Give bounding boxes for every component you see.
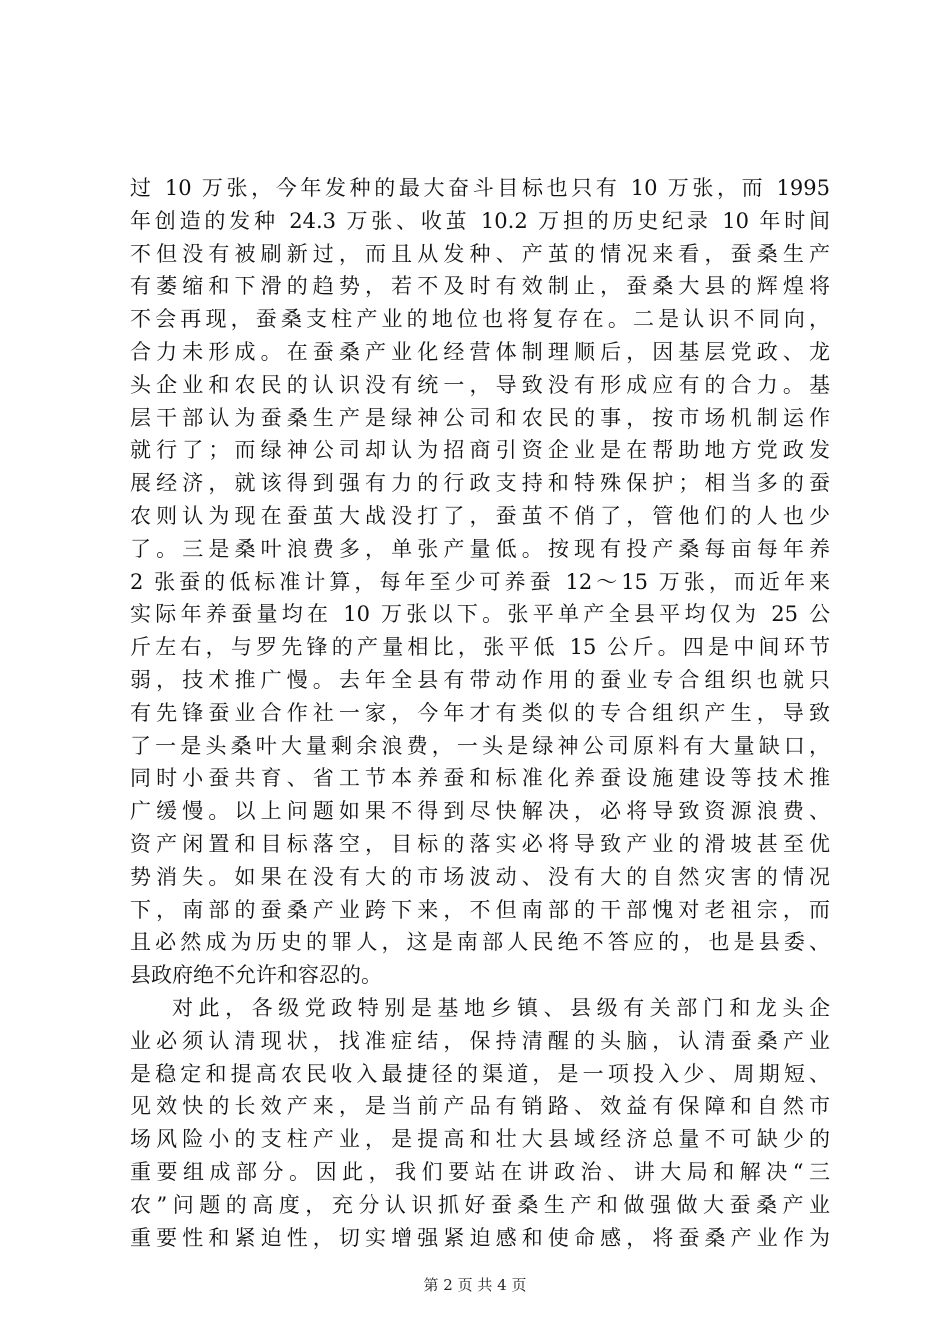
paragraph-end-line: 县政府绝不允许和容忍的。 <box>130 963 382 988</box>
text-line: 了。三是桑叶浪费多，单张产量低。按现有投产桑每亩每年养 <box>130 536 830 561</box>
text-line: 有先锋蚕业合作社一家，今年才有类似的专合组织产生，导致 <box>130 700 830 725</box>
text-line: 就行了；而绿神公司却认为招商引资企业是在帮助地方党政发 <box>130 438 830 463</box>
text-line: 实际年养蚕量均在 10 万张以下。张平单产全县平均仅为 25 公 <box>130 602 830 627</box>
text-line: 农则认为现在蚕茧大战没打了，蚕茧不俏了，管他们的人也少 <box>130 503 830 528</box>
text-line: 资产闲置和目标落空，目标的落实必将导致产业的滑坡甚至优 <box>130 831 830 856</box>
text-line: 势消失。如果在没有大的市场波动、没有大的自然灾害的情况 <box>130 864 830 889</box>
text-line: 弱，技术推广慢。去年全县有带动作用的蚕业专合组织也就只 <box>130 667 830 692</box>
text-line: 重要组成部分。因此，我们要站在讲政治、讲大局和解决“三 <box>130 1159 830 1184</box>
text-line: 斤左右，与罗先锋的产量相比，张平低 15 公斤。四是中间环节 <box>130 635 830 660</box>
text-line: 广缓慢。以上问题如果不得到尽快解决，必将导致资源浪费、 <box>130 799 830 824</box>
text-line: 且必然成为历史的罪人，这是南部人民绝不答应的，也是县委、 <box>130 930 830 955</box>
text-line: 层干部认为蚕桑生产是绿神公司和农民的事，按市场机制运作 <box>130 405 830 430</box>
text-line: 有萎缩和下滑的趋势，若不及时有效制止，蚕桑大县的辉煌将 <box>130 274 830 299</box>
text-line: 合力未形成。在蚕桑产业化经营体制理顺后，因基层党政、龙 <box>130 339 830 364</box>
text-line: 见效快的长效产来，是当前产品有销路、效益有保障和自然市 <box>130 1094 830 1119</box>
text-line: 场风险小的支柱产业，是提高和壮大县域经济总量不可缺少的 <box>130 1127 830 1152</box>
text-line: 下，南部的蚕桑产业跨下来，不但南部的干部愧对老祖宗，而 <box>130 897 830 922</box>
text-line: 重要性和紧迫性，切实增强紧迫感和使命感，将蚕桑产业作为 <box>130 1225 830 1250</box>
page-number-footer: 第 2 页 共 4 页 <box>423 1276 527 1294</box>
text-line: 展经济，就该得到强有力的行政支持和特殊保护；相当多的蚕 <box>130 471 830 496</box>
body-text <box>130 172 830 1254</box>
text-line: 是稳定和提高农民收入最捷径的渠道，是一项投入少、周期短、 <box>130 1061 830 1086</box>
text-line: 过 10 万张，今年发种的最大奋斗目标也只有 10 万张，而 1995 <box>130 176 830 200</box>
text-line: 了一是头桑叶大量剩余浪费，一头是绿神公司原料有大量缺口， <box>130 733 830 758</box>
text-line: 2 张蚕的低标准计算，每年至少可养蚕 12～15 万张，而近年来 <box>130 569 830 594</box>
text-line: 同时小蚕共育、省工节本养蚕和标准化养蚕设施建设等技术推 <box>130 766 830 791</box>
text-line: 不但没有被刷新过，而且从发种、产茧的情况来看，蚕桑生产 <box>130 241 830 266</box>
text-line: 业必须认清现状，找准症结，保持清醒的头脑，认清蚕桑产业 <box>130 1028 830 1053</box>
paragraph-start-line: 对此，各级党政特别是基地乡镇、县级有关部门和龙头企 <box>172 995 830 1020</box>
text-line: 不会再现，蚕桑支柱产业的地位也将复存在。二是认识不同向， <box>130 307 830 332</box>
text-line: 头企业和农民的认识没有统一，导致没有形成应有的合力。基 <box>130 372 830 397</box>
text-line: 年创造的发种 24.3 万张、收茧 10.2 万担的历史纪录 10 年时间 <box>130 208 830 233</box>
text-line: 农”问题的高度，充分认识抓好蚕桑生产和做强做大蚕桑产业 <box>130 1192 830 1217</box>
